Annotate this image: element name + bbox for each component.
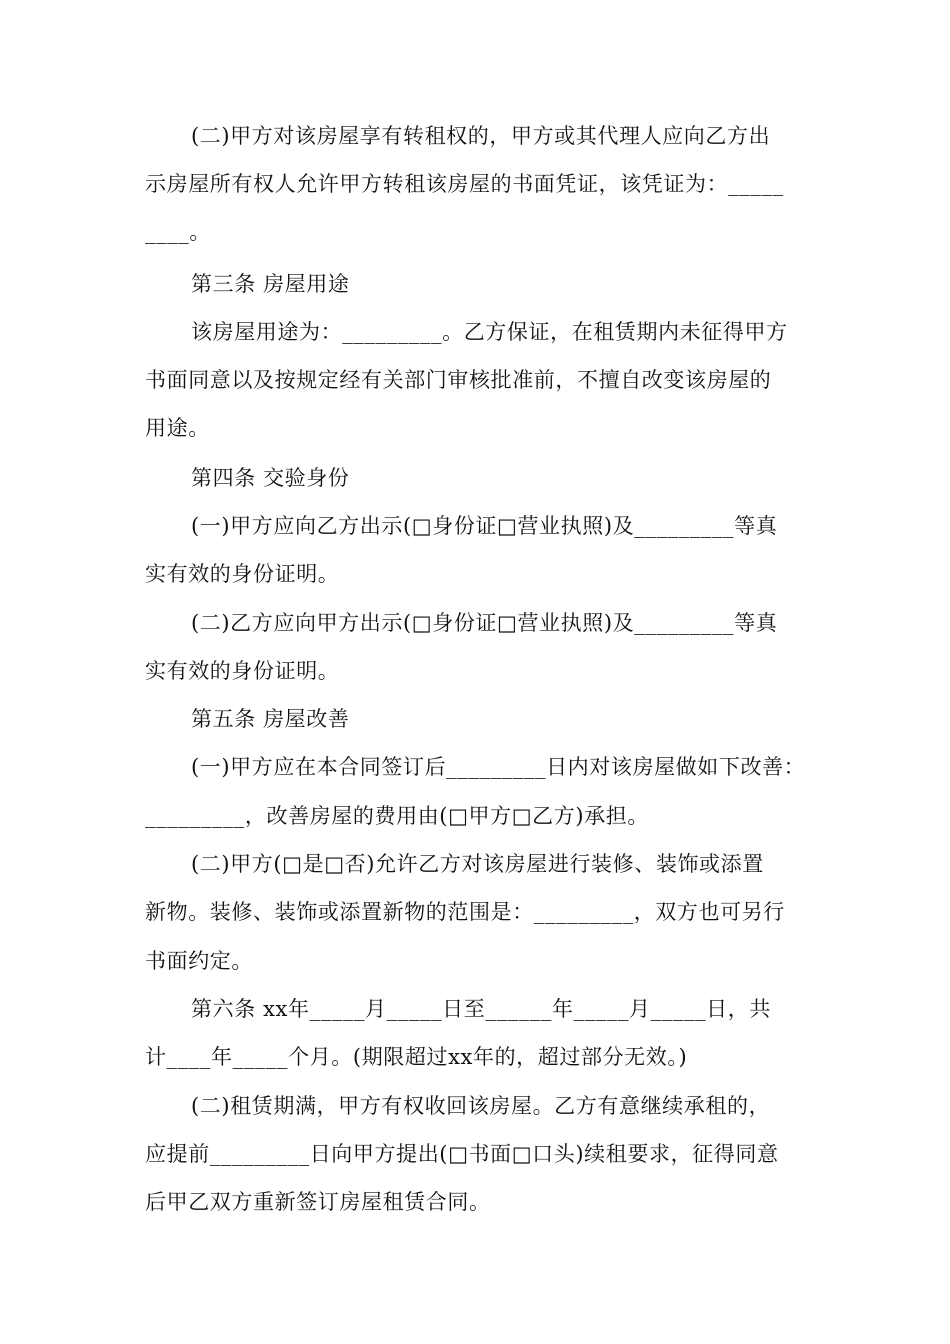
section-heading: 第四条 交验身份 xyxy=(191,466,350,490)
paragraph-line: 书面约定。 xyxy=(145,949,253,973)
paragraph-line: 示房屋所有权人允许甲方转租该房屋的书面凭证，该凭证为：_____ xyxy=(145,172,784,196)
paragraph-line: 实有效的身份证明。 xyxy=(145,659,340,683)
paragraph-line: (一)甲方应向乙方出示(□身份证□营业执照)及_________等真 xyxy=(191,514,778,538)
paragraph-line: 用途。 xyxy=(145,416,210,440)
paragraph-line: 应提前_________日向甲方提出(□书面□口头)续租要求，征得同意 xyxy=(145,1142,779,1166)
paragraph-line: 该房屋用途为：_________。乙方保证，在租赁期内未征得甲方 xyxy=(191,320,788,344)
section-heading: 第五条 房屋改善 xyxy=(191,707,350,731)
paragraph-line: _________，改善房屋的费用由(□甲方□乙方)承担。 xyxy=(145,804,649,828)
paragraph-line: 书面同意以及按规定经有关部门审核批准前，不擅自改变该房屋的 xyxy=(145,368,772,392)
paragraph-line: (二)甲方(□是□否)允许乙方对该房屋进行装修、装饰或添置 xyxy=(191,852,764,876)
paragraph-line: 计____年_____个月。(期限超过xx年的，超过部分无效。) xyxy=(145,1045,688,1069)
paragraph-line: (二)甲方对该房屋享有转租权的，甲方或其代理人应向乙方出 xyxy=(191,124,771,148)
paragraph-line: (二)乙方应向甲方出示(□身份证□营业执照)及_________等真 xyxy=(191,611,778,635)
paragraph-line: 第六条 xx年_____月_____日至______年_____月_____日，共 xyxy=(191,997,771,1021)
paragraph-line: (一)甲方应在本合同签订后_________日内对该房屋做如下改善： xyxy=(191,755,806,779)
paragraph-line: 新物。装修、装饰或添置新物的范围是：_________，双方也可另行 xyxy=(145,900,785,924)
paragraph-line: 实有效的身份证明。 xyxy=(145,562,340,586)
paragraph-line: ____。 xyxy=(145,220,211,244)
paragraph-line: (二)租赁期满，甲方有权收回该房屋。乙方有意继续承租的， xyxy=(191,1094,771,1118)
paragraph-line: 后甲乙双方重新签订房屋租赁合同。 xyxy=(145,1190,491,1214)
section-heading: 第三条 房屋用途 xyxy=(191,272,350,296)
